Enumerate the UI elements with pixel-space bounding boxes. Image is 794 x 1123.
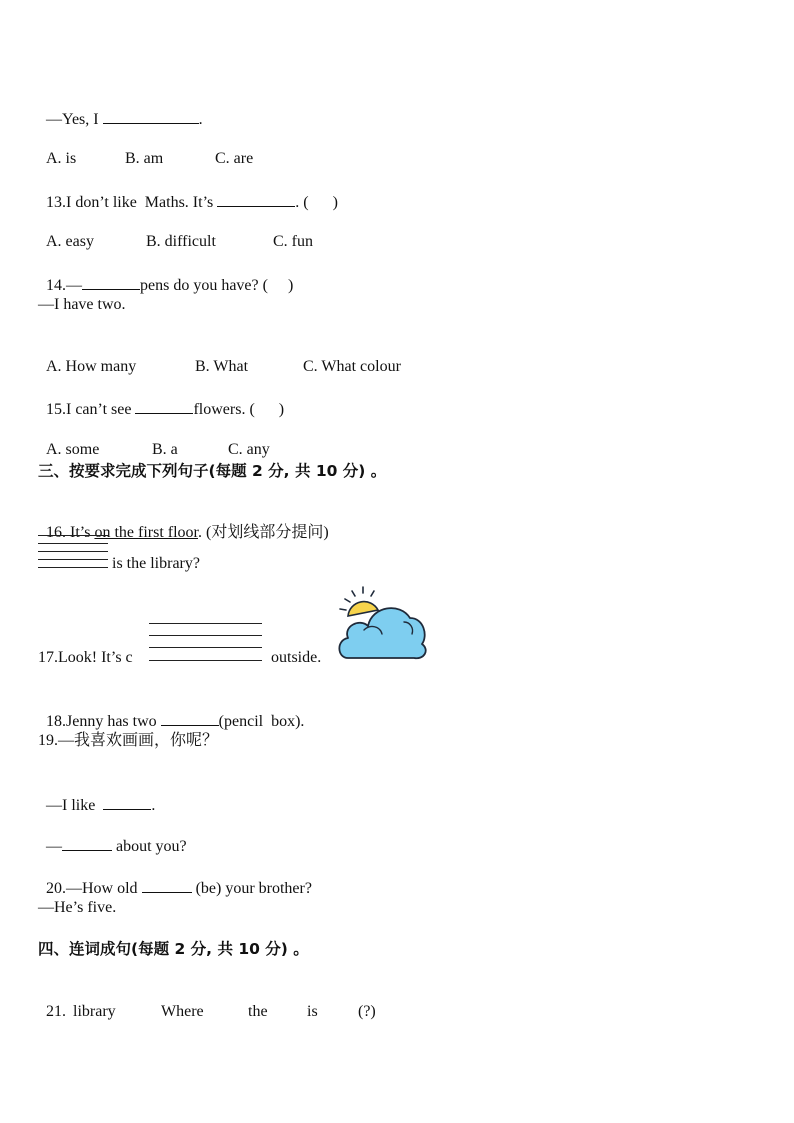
option-b[interactable]: B. difficult xyxy=(146,233,216,250)
q19-stem: 19.—我喜欢画画，你呢？ xyxy=(38,732,219,749)
q13-stem: 13.I don’t like Maths. It’s . ( ) xyxy=(38,171,338,213)
answer-line-1[interactable] xyxy=(38,535,108,536)
q14-options xyxy=(38,337,401,377)
option-b[interactable]: B. a xyxy=(152,441,178,458)
underlined-phrase: on the first floor xyxy=(94,524,198,541)
q14-reply: —I have two. xyxy=(38,296,126,313)
answer-line-2[interactable] xyxy=(149,635,262,636)
section-4-title: 四、连词成句(每题 2 分, 共 10 分) 。 xyxy=(38,940,309,958)
q12-options xyxy=(38,129,253,169)
option-b[interactable]: B. am xyxy=(125,150,164,167)
q19-reply-1: —I like . xyxy=(38,774,155,816)
section-3-title: 三、按要求完成下列句子(每题 2 分, 共 10 分) 。 xyxy=(38,462,387,480)
q20-stem: 20.—How old (be) your brother? xyxy=(38,857,312,899)
q15-options xyxy=(38,420,270,460)
answer-line-2[interactable] xyxy=(38,543,108,544)
q14-stem: 14.— pens do you have? ( ) xyxy=(38,254,293,296)
q13-options xyxy=(38,212,313,252)
answer-blank[interactable] xyxy=(161,710,219,726)
option-a[interactable]: A. easy xyxy=(46,233,94,250)
q15-stem: 15.I can’t see flowers. ( ) xyxy=(38,378,284,420)
q21-words: 21. library Where the is (?) xyxy=(46,1003,376,1020)
q17-stem: 17.Look! It’s c xyxy=(38,649,133,666)
answer-line-3[interactable] xyxy=(38,551,108,552)
answer-line-5[interactable] xyxy=(38,567,108,568)
option-c[interactable]: C. fun xyxy=(273,233,313,250)
q12-reply: —Yes, I . xyxy=(38,88,203,130)
q17-after: outside. xyxy=(263,649,322,666)
word-chip: (?) xyxy=(358,1003,376,1020)
word-chip: Where xyxy=(161,1003,204,1020)
answer-blank[interactable] xyxy=(82,274,140,290)
word-chip: the xyxy=(248,1003,268,1020)
option-b[interactable]: B. What xyxy=(195,358,249,375)
q16-stem: 16. It’s on the first floor. (对划线部分提问) xyxy=(46,524,329,541)
option-c[interactable]: C. are xyxy=(215,150,254,167)
option-a[interactable]: A. is xyxy=(46,150,77,167)
answer-blank[interactable] xyxy=(103,108,199,124)
option-a[interactable]: A. How many xyxy=(46,358,137,375)
answer-blank[interactable] xyxy=(103,794,151,810)
answer-line-4[interactable] xyxy=(38,559,108,560)
answer-blank[interactable] xyxy=(135,398,193,414)
answer-line-1[interactable] xyxy=(149,623,262,624)
option-c[interactable]: C. any xyxy=(228,441,270,458)
word-chip: is xyxy=(307,1003,318,1020)
q19-reply-2: — about you? xyxy=(38,815,187,857)
cloudy-sun-icon xyxy=(334,584,430,664)
answer-line-4[interactable] xyxy=(149,660,262,661)
answer-blank[interactable] xyxy=(62,835,112,851)
q18-stem: 18.Jenny has two (pencil box). xyxy=(38,690,304,732)
answer-line-3[interactable] xyxy=(149,647,262,648)
q16-answer-sentence: is the library? xyxy=(108,555,200,572)
option-a[interactable]: A. some xyxy=(46,441,100,458)
q20-reply: —He’s five. xyxy=(38,899,117,916)
word-chip: library xyxy=(73,1003,116,1020)
option-c[interactable]: C. What colour xyxy=(303,358,401,375)
answer-blank[interactable] xyxy=(142,877,192,893)
answer-blank[interactable] xyxy=(217,191,295,207)
